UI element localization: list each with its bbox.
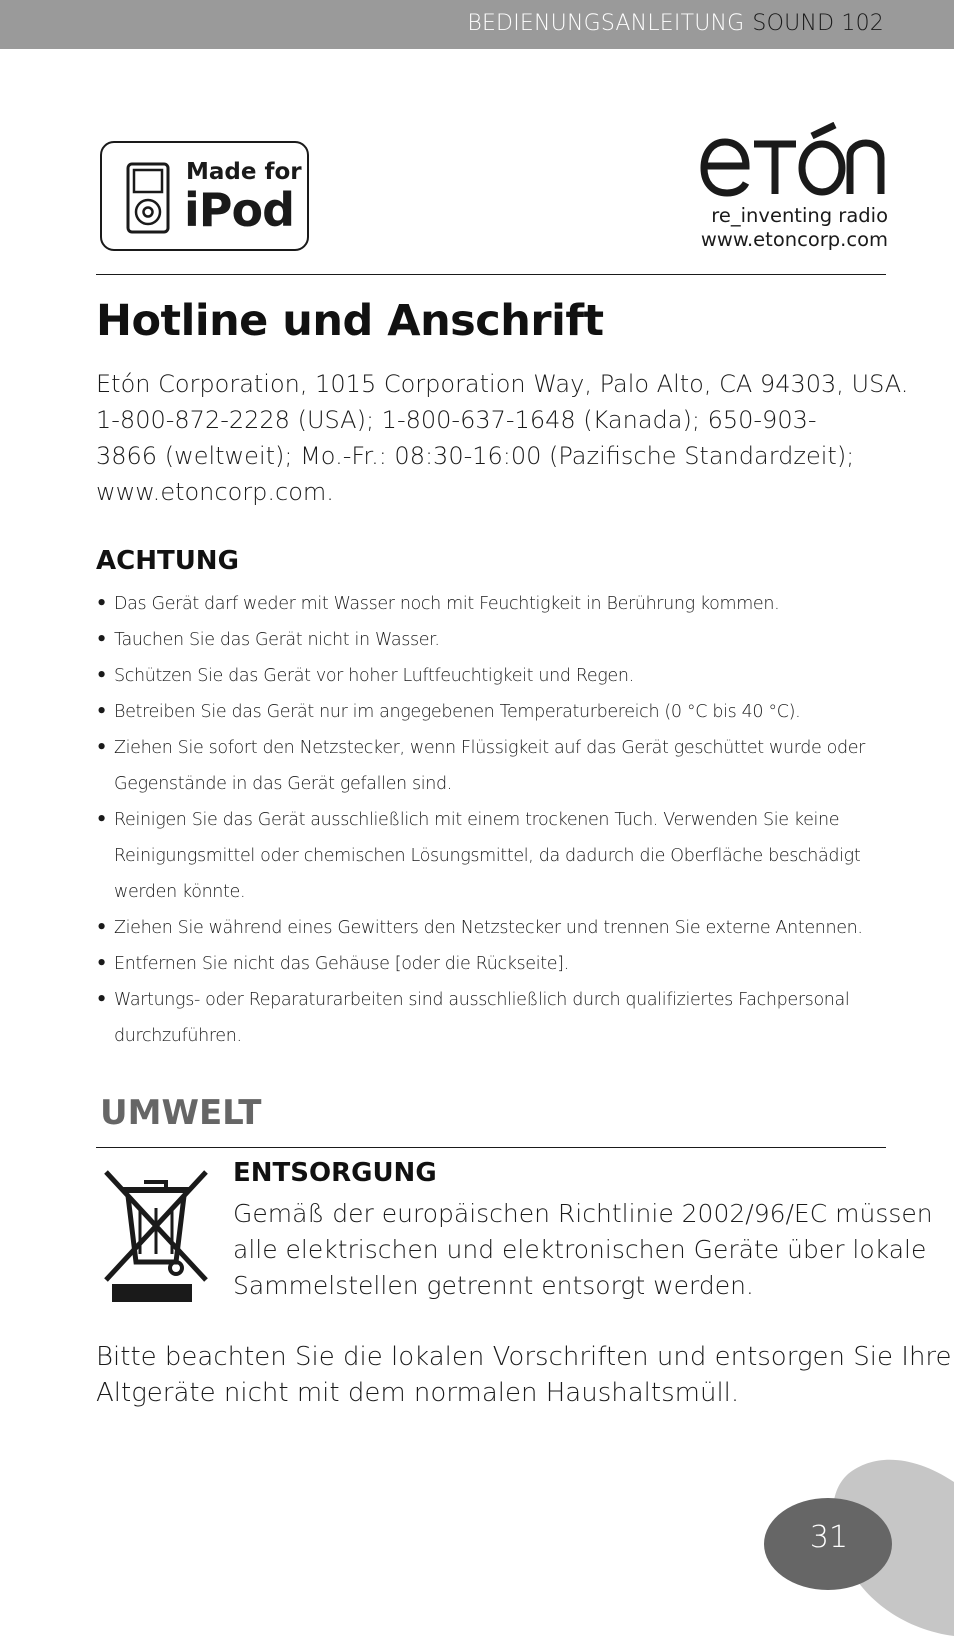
warning-item-line: Schützen Sie das Gerät vor hoher Luftfeuchtigkeit und Regen. [114,666,634,686]
hotline-heading: Hotline und Anschrift [96,296,604,346]
warning-item-line: Reinigungsmittel oder chemischen Lösungsmittel, da dadurch die Oberfläche beschädigt [114,846,861,866]
address-line: 3866 (weltweit); Mo.-Fr.: 08:30-16:00 (Pazifische Standardzeit); [96,442,855,470]
warning-item-line: Ziehen Sie während eines Gewitters den Netzstecker und trennen Sie externe Antennen. [114,918,863,938]
disposal-line: Gemäß der europäischen Richtlinie 2002/96/EC müssen [233,1199,933,1228]
bullet-icon: • [96,954,108,974]
bullet-icon: • [96,918,108,938]
warning-item-line: Gegenstände in das Gerät gefallen sind. [114,774,453,794]
bullet-icon: • [96,810,108,830]
bullet-icon: • [96,594,108,614]
bullet-icon: • [96,666,108,686]
warning-item-line: Entfernen Sie nicht das Gehäuse [oder die Rückseite]. [114,954,569,974]
warning-item-line: Tauchen Sie das Gerät nicht in Wasser. [114,630,440,650]
brand-url[interactable]: www.etoncorp.com [700,228,888,251]
closing-line: Altgeräte nicht mit dem normalen Haushaltsmüll. [96,1378,740,1408]
warning-item-line: Das Gerät darf weder mit Wasser noch mit Feuchtigkeit in Berührung kommen. [114,594,780,614]
disposal-heading: ENTSORGUNG [233,1158,437,1188]
warning-item-line: Ziehen Sie sofort den Netzstecker, wenn Flüssigkeit auf das Gerät geschüttet wurde oder [114,738,866,758]
page-number: 31 [809,1520,849,1555]
warning-item-line: Reinigen Sie das Gerät ausschließlich mit einem trockenen Tuch. Verwenden Sie keine [114,810,840,830]
warning-item-line: werden könnte. [114,882,246,902]
address-line: www.etoncorp.com. [96,478,334,506]
disposal-line: Sammelstellen getrennt entsorgt werden. [233,1271,754,1300]
address-line: 1-800-872-2228 (USA); 1-800-637-1648 (Kanada); 650-903- [96,406,817,434]
disposal-line: alle elektrischen und elektronischen Geräte über lokale [233,1235,927,1264]
warning-item-line: Wartungs- oder Reparaturarbeiten sind ausschließlich durch qualifiziertes Fachpersonal [114,990,850,1010]
brand-tagline: re_inventing radio [711,204,888,227]
badge-ipod: iPod [184,183,295,237]
badge-made-for: Made for [186,159,302,185]
address-line: Etón Corporation, 1015 Corporation Way, Palo Alto, CA 94303, USA. [96,370,909,398]
bullet-icon: • [96,630,108,650]
bullet-icon: • [96,990,108,1010]
environment-heading: UMWELT [100,1093,262,1133]
warning-heading: ACHTUNG [96,546,239,576]
bullet-icon: • [96,702,108,722]
product-label: SOUND 102 [752,11,884,36]
bullet-icon: • [96,738,108,758]
manual-label: BEDIENUNGSANLEITUNG [467,11,745,36]
closing-line: Bitte beachten Sie die lokalen Vorschriften und entsorgen Sie Ihre [96,1342,952,1372]
warning-item-line: durchzuführen. [114,1026,242,1046]
warning-item-line: Betreiben Sie das Gerät nur im angegebenen Temperaturbereich (0 °C bis 40 °C). [114,702,801,722]
